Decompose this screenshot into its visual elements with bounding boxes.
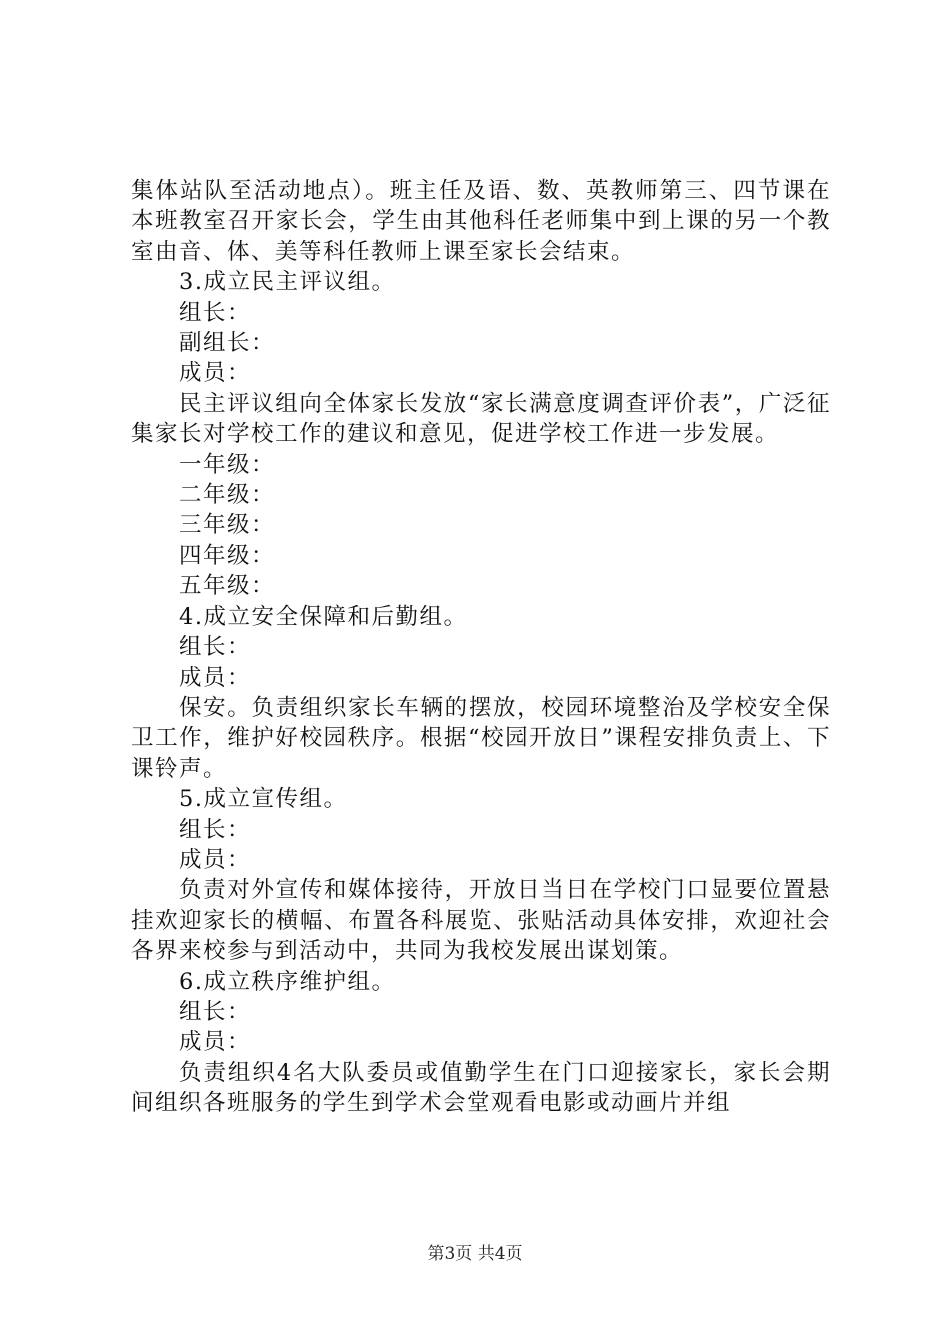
document-body [131,176,831,1119]
field-label: 四年级： [179,542,276,569]
field-label: 三年级： [179,512,276,539]
page-footer: 第3页 共4页 [427,1244,523,1264]
paragraph: 集体站队至活动地点）。班主任及语、数、英教师第三、四节课在本班教室召开家长会，学生由其他科任老师集中到上课的另一个教室由音、体、美等科任教师上课至家长会结束。 [131,178,831,265]
field-label: 五年级： [179,573,276,600]
section-heading: 4.成立安全保障和后勤组。 [179,603,468,630]
paragraph: 负责组织4名大队委员或值勤学生在门口迎接家长，家长会期间组织各班服务的学生到学术会堂观看电影或动画片并组 [131,1059,831,1117]
section-heading: 6.成立秩序维护组。 [179,968,396,995]
field-label: 二年级： [179,482,276,509]
field-label: 组长： [179,998,252,1025]
field-label: 成员： [179,664,252,691]
field-label: 组长： [179,299,252,326]
section-heading: 3.成立民主评议组。 [179,269,396,296]
section-heading: 5.成立宣传组。 [179,786,348,813]
field-label: 组长： [179,634,252,661]
paragraph: 保安。负责组织家长车辆的摆放，校园环境整治及学校安全保卫工作，维护好校园秩序。根据“校园开放日”课程安排负责上、下课铃声。 [131,694,831,782]
field-label: 成员： [179,1029,252,1056]
paragraph: 民主评议组向全体家长发放“家长满意度调查评价表”，广泛征集家长对学校工作的建议和意见，促进学校工作进一步发展。 [131,390,831,448]
paragraph: 负责对外宣传和媒体接待，开放日当日在学校门口显要位置悬挂欢迎家长的横幅、布置各科展览、张贴活动具体安排，欢迎社会各界来校参与到活动中，共同为我校发展出谋划策。 [131,877,831,965]
field-label: 副组长： [179,330,276,357]
field-label: 一年级： [179,451,276,478]
field-label: 成员： [179,846,252,873]
field-label: 成员： [179,360,252,387]
field-label: 组长： [179,816,252,843]
